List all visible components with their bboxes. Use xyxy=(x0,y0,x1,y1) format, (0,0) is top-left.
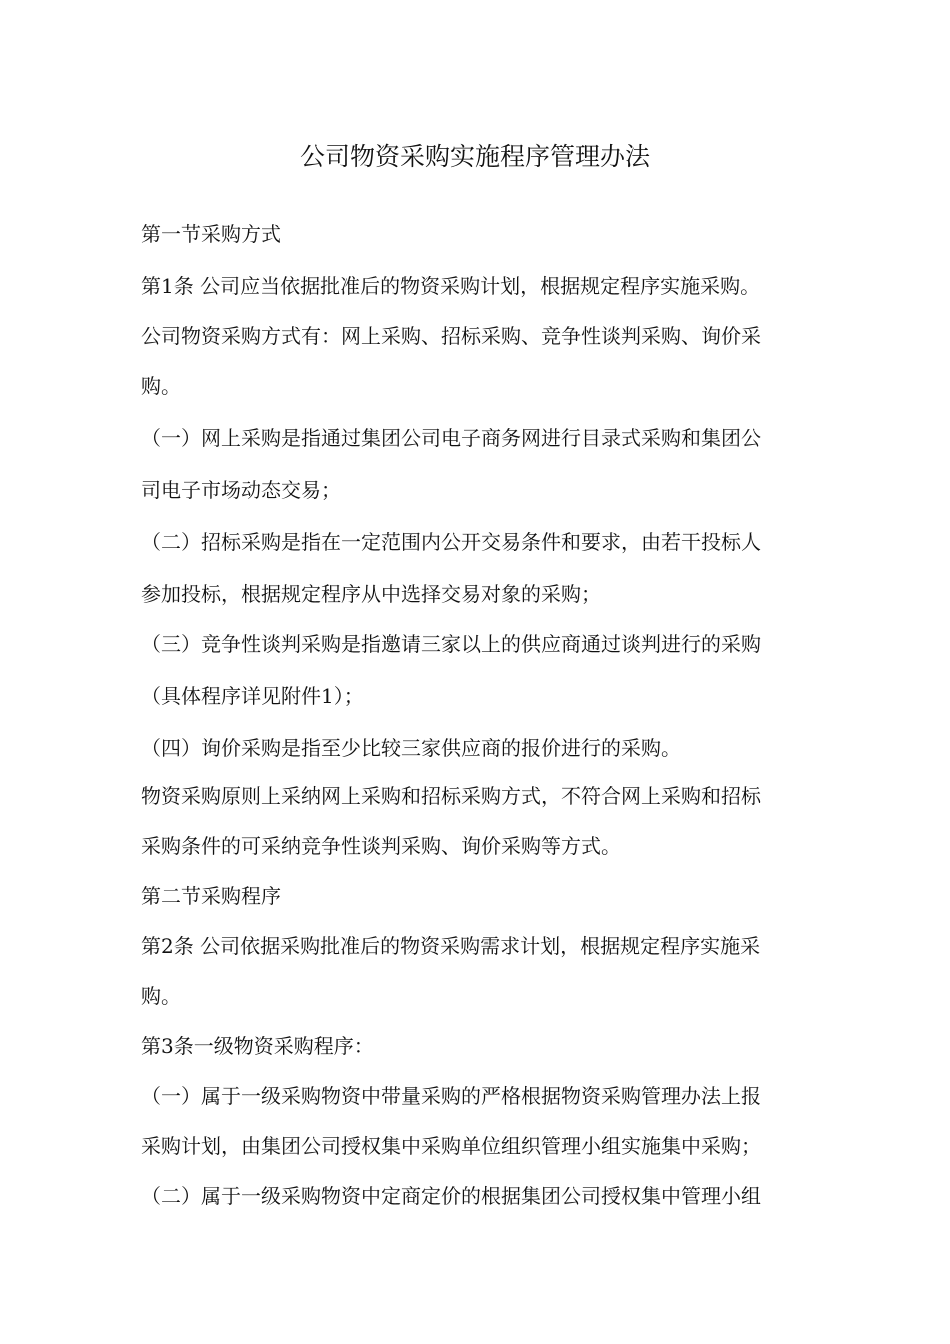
paragraph-line: 第1条 公司应当依据批准后的物资采购计划，根据规定程序实施采购。 xyxy=(141,274,761,298)
section-heading: 第二节采购程序 xyxy=(141,884,281,908)
paragraph-line: 第3条一级物资采购程序： xyxy=(141,1034,374,1058)
paragraph-line: 第2条 公司依据采购批准后的物资采购需求计划，根据规定程序实施采 xyxy=(141,934,761,958)
paragraph-line: 公司物资采购方式有：网上采购、招标采购、竞争性谈判采购、询价采 xyxy=(141,324,761,348)
paragraph-line: （三）竞争性谈判采购是指邀请三家以上的供应商通过谈判进行的采购 xyxy=(141,632,761,656)
paragraph-line: （二）招标采购是指在一定范围内公开交易条件和要求，由若干投标人 xyxy=(141,530,761,554)
paragraph-line: （具体程序详见附件1）； xyxy=(141,684,364,708)
paragraph-line: 采购条件的可采纳竞争性谈判采购、询价采购等方式。 xyxy=(141,834,621,858)
paragraph-line: （四）询价采购是指至少比较三家供应商的报价进行的采购。 xyxy=(141,736,681,760)
paragraph-line: 购。 xyxy=(141,374,181,398)
paragraph-line: 物资采购原则上采纳网上采购和招标采购方式，不符合网上采购和招标 xyxy=(141,784,761,808)
paragraph-line: 采购计划，由集团公司授权集中采购单位组织管理小组实施集中采购； xyxy=(141,1134,761,1158)
paragraph-line: 购。 xyxy=(141,984,181,1008)
document-title: 公司物资采购实施程序管理办法 xyxy=(299,142,650,171)
paragraph-line: 参加投标，根据规定程序从中选择交易对象的采购； xyxy=(141,582,601,606)
paragraph-line: （一）属于一级采购物资中带量采购的严格根据物资采购管理办法上报 xyxy=(141,1084,761,1108)
paragraph-line: （二）属于一级采购物资中定商定价的根据集团公司授权集中管理小组 xyxy=(141,1184,761,1208)
section-heading: 第一节采购方式 xyxy=(141,222,281,246)
paragraph-line: 司电子市场动态交易； xyxy=(141,478,341,502)
paragraph-line: （一）网上采购是指通过集团公司电子商务网进行目录式采购和集团公 xyxy=(141,426,761,450)
